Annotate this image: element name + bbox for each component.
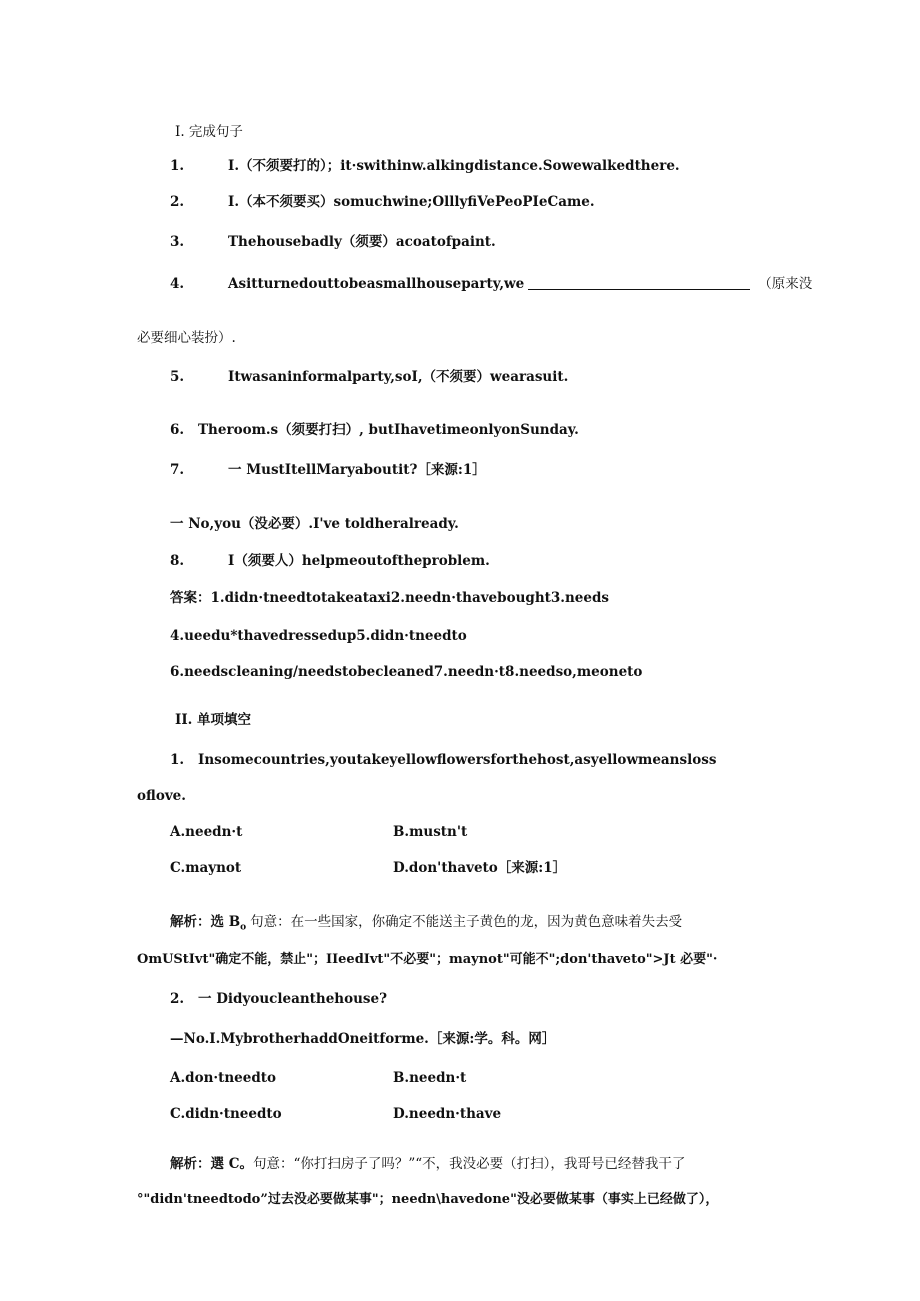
item-text-after: （原来没	[758, 276, 813, 292]
item-reply: 一 No,you（没必要）.I've toldheralready.	[170, 516, 459, 532]
answer-line: 6.needscleaning/needstobecleaned7.needn·t8.needso,meoneto	[170, 664, 643, 680]
answer-line: 答案：1.didn·tneedtotakeataxi2.needn·thavebought3.needs	[170, 590, 610, 606]
option-c: C.didn·tneedto	[170, 1106, 282, 1122]
item-text: Theroom.s（须要打扫）, butIhavetimeonlyonSunday.	[198, 422, 579, 438]
analysis-label: 解析：选 B	[170, 914, 241, 930]
section1-heading: I. 完成句子	[175, 124, 243, 140]
answer-line: 4.ueedu*thavedressedup5.didn·tneedto	[170, 628, 467, 644]
item-number: 8.	[170, 553, 185, 569]
analysis-text: 句意：在一些国家，你确定不能送主子黄色的龙，因为黄色意味着失去受	[250, 914, 683, 930]
analysis-line: °"didn'tneedtodo”过去没必要做某事"；needn\havedone"没必要做某事（事实上已经做了），	[137, 1192, 719, 1207]
item-number: 7.	[170, 462, 185, 478]
item-number: 2.	[170, 194, 185, 210]
section2-heading: II. 单项填空	[175, 712, 252, 728]
analysis-sub: o	[240, 922, 247, 933]
item-number: 6.	[170, 422, 185, 438]
item-text: Itwasaninformalparty,soI,（不须要）wearasuit.	[228, 369, 569, 385]
question-stem: 一 Didyoucleanthehouse?	[198, 991, 388, 1007]
analysis-label: 解析：選 C。	[170, 1156, 253, 1172]
option-b: B.needn·t	[393, 1070, 467, 1086]
item-text: I.（本不须要买）somuchwine;OlllyfiVePeoPIeCame.	[228, 194, 595, 210]
item-text: I.（不须要打的）；it·swithinw.alkingdistance.Sowewalkedthere.	[228, 158, 680, 174]
item-continuation: 必要细心装扮）.	[137, 330, 236, 346]
option-a: A.needn·t	[170, 824, 243, 840]
answer-blank	[528, 289, 750, 290]
analysis-line	[170, 1155, 685, 1173]
item-number: 3.	[170, 234, 185, 250]
analysis-line	[170, 913, 682, 937]
option-d: D.don'thaveto［来源:1］	[393, 860, 567, 876]
analysis-text: 句意：“你打扫房子了吗？”“不，我没必要（打扫），我哥号已经替我干了	[252, 1156, 686, 1172]
item-text: Thehousebadly（须要）acoatofpaint.	[228, 234, 496, 250]
item-text-before: Asitturnedouttobeasmallhouseparty,we	[228, 276, 525, 292]
option-c: C.maynot	[170, 860, 242, 876]
question-stem: Insomecountries,youtakeyellowflowersforthehost,asyellowmeansloss	[198, 752, 717, 768]
item-text: 一 MustItellMaryaboutit?［来源:1］	[228, 462, 486, 478]
question-number: 2.	[170, 991, 185, 1007]
item-number: 5.	[170, 369, 185, 385]
option-b: B.mustn't	[393, 824, 468, 840]
option-a: A.don·tneedto	[170, 1070, 277, 1086]
item-text: I（须要人）helpmeoutoftheproblem.	[228, 553, 490, 569]
question-stem-cont: oflove.	[137, 788, 186, 804]
analysis-line: OmUStIvt"确定不能，禁止"；IIeedIvt"不必要"；maynot"可能不";don'thaveto">Jt 必要"·	[137, 952, 718, 967]
question-reply: —No.I.MybrotherhaddOneitforme.［来源:学。科。网］	[170, 1031, 556, 1047]
item-number: 1.	[170, 158, 185, 174]
item-text	[228, 275, 812, 293]
question-number: 1.	[170, 752, 185, 768]
option-d: D.needn·thave	[393, 1106, 502, 1122]
item-number: 4.	[170, 276, 185, 292]
